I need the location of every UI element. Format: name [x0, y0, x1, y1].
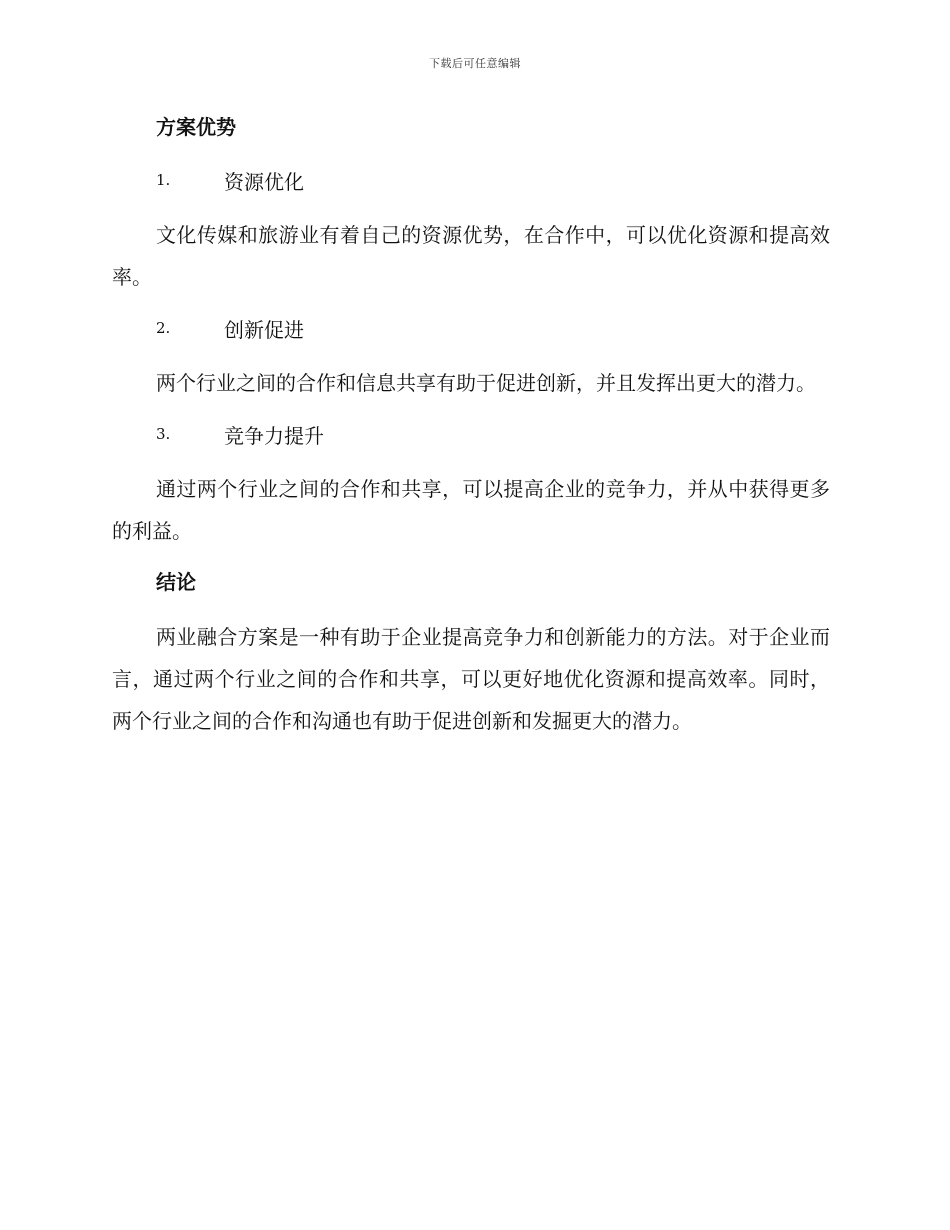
item-number: 2.: [156, 319, 171, 337]
document-body: [112, 108, 830, 753]
numbered-item-2: [112, 309, 830, 347]
paragraph-resource-optimization: 文化传媒和旅游业有着自己的资源优势，在合作中，可以优化资源和提高效率。: [112, 223, 830, 289]
item-number: 3.: [156, 425, 171, 443]
paragraph-innovation: 两个行业之间的合作和信息共享有助于促进创新，并且发挥出更大的潜力。: [156, 371, 816, 395]
numbered-item-3: [112, 415, 830, 453]
paragraph-competitiveness: 通过两个行业之间的合作和共享，可以提高企业的竞争力，并从中获得更多的利益。: [112, 477, 830, 543]
item-number: 1.: [156, 171, 171, 189]
header-note: 下载后可任意编辑: [429, 57, 521, 70]
item-label: 创新促进: [224, 317, 304, 342]
section-heading-conclusion: 结论: [156, 570, 196, 594]
item-label: 资源优化: [224, 169, 304, 194]
numbered-item-1: [112, 161, 830, 199]
paragraph-conclusion: 两业融合方案是一种有助于企业提高竞争力和创新能力的方法。对于企业而言，通过两个行业之间的合作和共享，可以更好地优化资源和提高效率。同时，两个行业之间的合作和沟通也有助于促进创新和发掘更大的潜力。: [112, 625, 830, 733]
section-heading-advantages: 方案优势: [156, 115, 236, 139]
item-label: 竞争力提升: [224, 423, 324, 448]
